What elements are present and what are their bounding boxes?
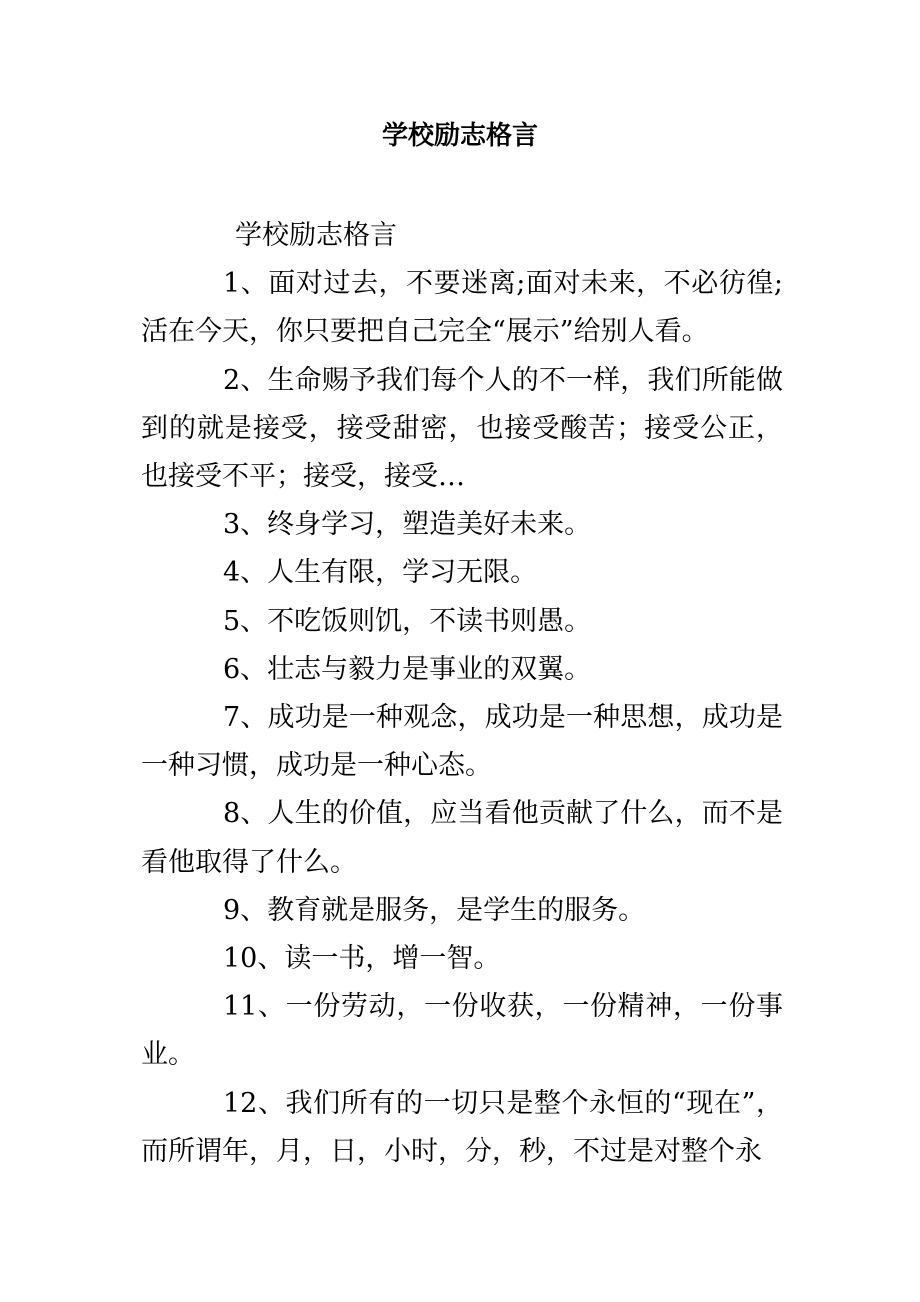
motto-item-8: 8、人生的价值，应当看他贡献了什么，而不是看他取得了什么。 — [141, 798, 783, 878]
motto-item-4: 4、人生有限，学习无限。 — [223, 557, 538, 589]
motto-item-6: 6、壮志与毅力是事业的双翼。 — [223, 653, 592, 685]
motto-item-1: 1、面对过去，不要迷离;面对未来，不必彷徨;活在今天，你只要把自己完全“展示”给别人看。 — [141, 268, 783, 348]
motto-item-5: 5、不吃饭则饥，不读书则愚。 — [223, 605, 592, 637]
motto-item-11: 11、一份劳动，一份收获，一份精神，一份事业。 — [141, 991, 783, 1071]
document-body — [141, 212, 783, 1176]
section-heading: 学校励志格言 — [235, 220, 397, 251]
motto-item-2: 2、生命赐予我们每个人的不一样，我们所能做到的就是接受，接受甜密，也接受酸苦；接受公正，也接受不平；接受，接受… — [141, 364, 783, 493]
motto-item-3: 3、终身学习，塑造美好未来。 — [223, 509, 592, 541]
motto-item-12: 12、我们所有的一切只是整个永恒的“现在”，而所谓年，月，日，小时，分，秒，不过是对整个永 — [141, 1087, 783, 1167]
motto-item-7: 7、成功是一种观念，成功是一种思想，成功是一种习惯，成功是一种心态。 — [141, 702, 783, 782]
page-title: 学校励志格言 — [381, 121, 538, 151]
motto-item-9: 9、教育就是服务，是学生的服务。 — [223, 894, 646, 926]
motto-item-10: 10、读一书，增一智。 — [223, 943, 501, 975]
